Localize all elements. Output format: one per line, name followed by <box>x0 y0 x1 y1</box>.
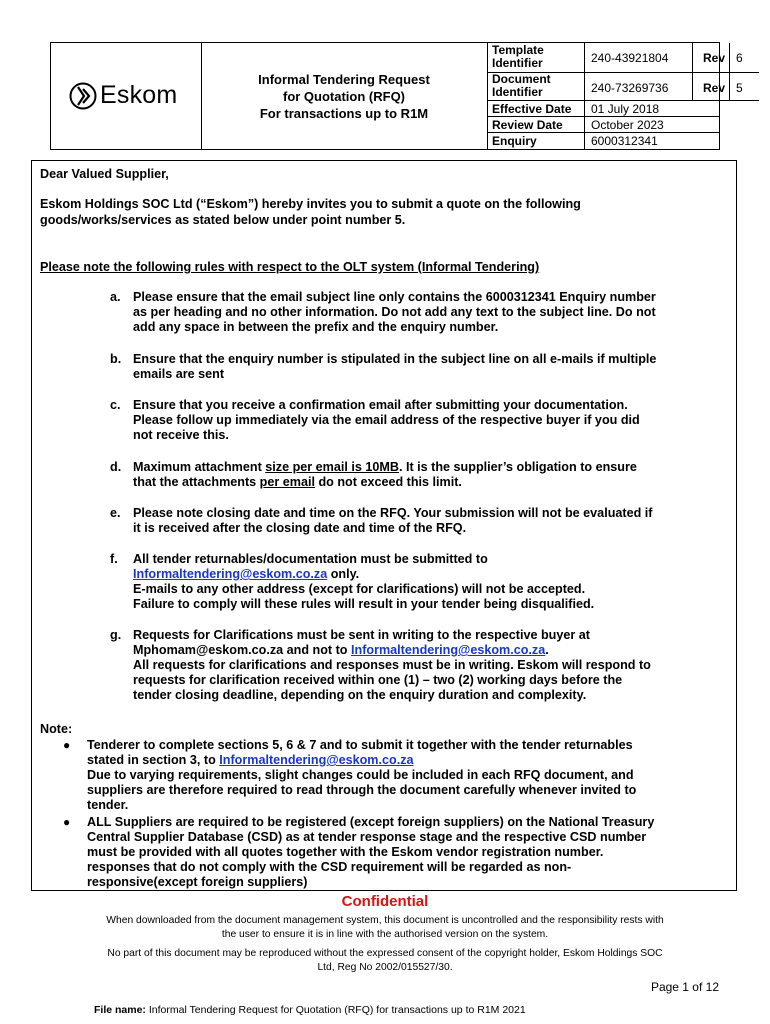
rule-f-only: only. <box>327 567 360 581</box>
document-identifier-label: Document Identifier <box>487 73 585 101</box>
enquiry-value: 6000312341 <box>591 134 658 148</box>
greeting: Dear Valued Supplier, <box>40 167 169 181</box>
template-identifier-row <box>487 43 743 73</box>
note-bullet-2 <box>87 815 654 890</box>
rule-f <box>133 552 594 612</box>
note-bullet-1 <box>87 738 636 813</box>
note-bullet-1-line-3: Due to varying requirements, slight changes could be included in each RFQ document, and <box>87 768 634 782</box>
rule-a-line-2: as per heading and no other information. Do not add any text to the subject line. Do not <box>133 305 656 319</box>
rule-b-line-2: emails are sent <box>133 367 225 381</box>
rule-b-line-1: Ensure that the enquiry number is stipulated in the subject line on all e-mails if multiple <box>133 352 657 366</box>
rule-f-line-1: All tender returnables/documentation must be submitted to <box>133 552 488 566</box>
rule-g-line-2 <box>133 643 651 658</box>
note-bullet-1-line-1: Tenderer to complete sections 5, 6 & 7 and to submit it together with the tender returnables <box>87 738 633 752</box>
disclaimer-copyright <box>0 947 770 975</box>
rule-d-line-1b: . It is the supplier’s obligation to ensure <box>398 460 637 474</box>
template-identifier-value: 240-43921804 <box>585 43 692 73</box>
note-bullet-1-line-2a: stated in section 3, to <box>87 753 220 767</box>
note-bullet-2-line-1: ALL Suppliers are required to be registered (except foreign suppliers) on the National Treasury <box>87 815 655 829</box>
rule-g-line-5: tender closing deadline, depending on the enquiry duration and complexity. <box>133 688 587 702</box>
rule-g-line-4: requests for clarification received within one (1) – two (2) working days before the <box>133 673 623 687</box>
rule-e-line-2: it is received after the closing date and time of the RFQ. <box>133 521 467 535</box>
eskom-logo <box>69 81 177 110</box>
rule-g-line-3: All requests for clarifications and responses must be in writing. Eskom will respond to <box>133 658 651 672</box>
intro-line-1: Eskom Holdings SOC Ltd (“Eskom”) hereby invites you to submit a quote on the following <box>40 197 581 211</box>
logo-cell <box>51 43 202 149</box>
rule-c-line-2: Please follow up immediately via the email address of the respective buyer if you did <box>133 413 640 427</box>
document-header-table <box>50 42 743 150</box>
disclaimer-uncontrolled <box>0 914 770 942</box>
rule-g <box>133 628 651 703</box>
informaltendering-email-link[interactable]: Informaltendering@eskom.co.za <box>219 753 414 767</box>
file-name-value: Informal Tendering Request for Quotation (RFQ) for transactions up to R1M 2021 <box>148 1004 526 1016</box>
rule-d-line-1a: Maximum attachment <box>133 460 266 474</box>
rule-g-letter: g. <box>110 628 122 642</box>
rule-g-line-2b: . <box>545 643 549 657</box>
title-line-3: For transactions up to R1M <box>259 105 429 121</box>
eskom-logo-icon <box>69 82 97 110</box>
document-rev-value: 5 <box>730 73 759 101</box>
rule-e-letter: e. <box>110 506 121 520</box>
disclaimer-copyright-line-2: Ltd, Reg No 2002/015527/30. <box>317 962 453 973</box>
note-bullet-2-line-3: must be provided with all quotes together with the Eskom vendor registration number. <box>87 845 604 859</box>
rule-b <box>133 352 656 382</box>
rule-c-line-3: not receive this. <box>133 428 229 442</box>
bullet-2-icon: ● <box>63 815 71 829</box>
confidential-label: Confidential <box>341 893 429 910</box>
rule-d-per-email: per email <box>259 475 315 489</box>
rule-e <box>133 506 652 536</box>
template-identifier-label: Template Identifier <box>487 43 585 73</box>
rule-a <box>133 290 656 335</box>
title-line-1: Informal Tendering Request <box>258 71 430 87</box>
note-label: Note: <box>40 722 73 736</box>
page-number: Page 1 of 12 <box>650 980 719 994</box>
rule-d-line-2a: that the attachments <box>133 475 260 489</box>
file-name-label: File name: <box>94 1004 146 1016</box>
effective-date-label: Effective Date <box>487 101 585 117</box>
rule-a-line-3: add any space in between the prefix and the enquiry number. <box>133 320 499 334</box>
note-bullet-2-line-2: Central Supplier Database (CSD) as at tender response stage and the respective CSD number <box>87 830 647 844</box>
rule-f-line-2 <box>133 567 594 582</box>
note-bullet-1-line-2 <box>87 753 636 768</box>
disclaimer-uncontrolled-line-1: When downloaded from the document management system, this document is uncontrolled and the responsibility rests with <box>106 915 664 926</box>
effective-date-value: 01 July 2018 <box>585 101 720 117</box>
bullet-1-icon: ● <box>63 738 71 752</box>
rule-c-letter: c. <box>110 398 121 412</box>
rule-c <box>133 398 640 443</box>
rule-b-letter: b. <box>110 352 122 366</box>
note-bullet-2-line-4: responses that do not comply with the CSD requirement will be regarded as non- <box>87 860 572 874</box>
rule-e-line-1: Please note closing date and time on the RFQ. Your submission will not be evaluated if <box>133 506 653 520</box>
template-rev-label: Rev <box>692 43 730 73</box>
rule-f-line-3: E-mails to any other address (except for clarifications) will not be accepted. <box>133 582 586 596</box>
rule-d-size-limit: size per email is 10MB <box>265 460 399 474</box>
disclaimer-copyright-line-1: No part of this document may be reproduced without the expressed consent of the copyright holder, Eskom Holdings SOC <box>107 948 663 959</box>
review-date-value: October 2023 <box>585 117 720 133</box>
note-bullet-2-line-5: responsive(except foreign suppliers) <box>87 875 308 889</box>
file-name <box>94 1004 526 1016</box>
review-date-label: Review Date <box>487 117 585 133</box>
rule-g-line-2a: Mphomam@eskom.co.za and not to <box>133 643 351 657</box>
logo-text: Eskom <box>100 81 178 109</box>
informaltendering-email-link[interactable]: Informaltendering@eskom.co.za <box>133 567 328 581</box>
document-rev-label: Rev <box>692 73 730 101</box>
rule-a-letter: a. <box>110 290 121 304</box>
document-identifier-value: 240-73269736 <box>585 73 692 101</box>
rules-heading: Please note the following rules with respect to the OLT system (Informal Tendering) <box>40 260 540 274</box>
rule-d-letter: d. <box>110 460 122 474</box>
rule-d-line-2b: do not exceed this limit. <box>314 475 462 489</box>
template-rev-value: 6 <box>730 43 759 73</box>
note-bullet-1-line-4: suppliers are therefore required to read through the document carefully whenever invited to <box>87 783 637 797</box>
rule-a-line-1: Please ensure that the email subject line only contains the 6000312341 Enquiry number <box>133 290 656 304</box>
note-bullet-1-line-5: tender. <box>87 798 129 812</box>
rule-g-line-1: Requests for Clarifications must be sent in writing to the respective buyer at <box>133 628 590 642</box>
rule-d-line-1 <box>133 460 637 475</box>
enquiry-label: Enquiry <box>487 133 585 149</box>
informaltendering-email-link[interactable]: Informaltendering@eskom.co.za <box>351 643 546 657</box>
document-title <box>201 43 488 149</box>
rule-d <box>133 460 637 490</box>
rule-f-letter: f. <box>110 552 118 566</box>
rule-f-line-4: Failure to comply will these rules will result in your tender being disqualified. <box>133 597 595 611</box>
title-line-2: for Quotation (RFQ) <box>282 88 406 104</box>
rule-d-line-2 <box>133 475 637 490</box>
intro-line-2: goods/works/services as stated below under point number 5. <box>40 213 406 227</box>
disclaimer-uncontrolled-line-2: the user to ensure it is in line with the authorised version on the system. <box>221 929 549 940</box>
rule-c-line-1: Ensure that you receive a confirmation email after submitting your documentation. <box>133 398 628 412</box>
